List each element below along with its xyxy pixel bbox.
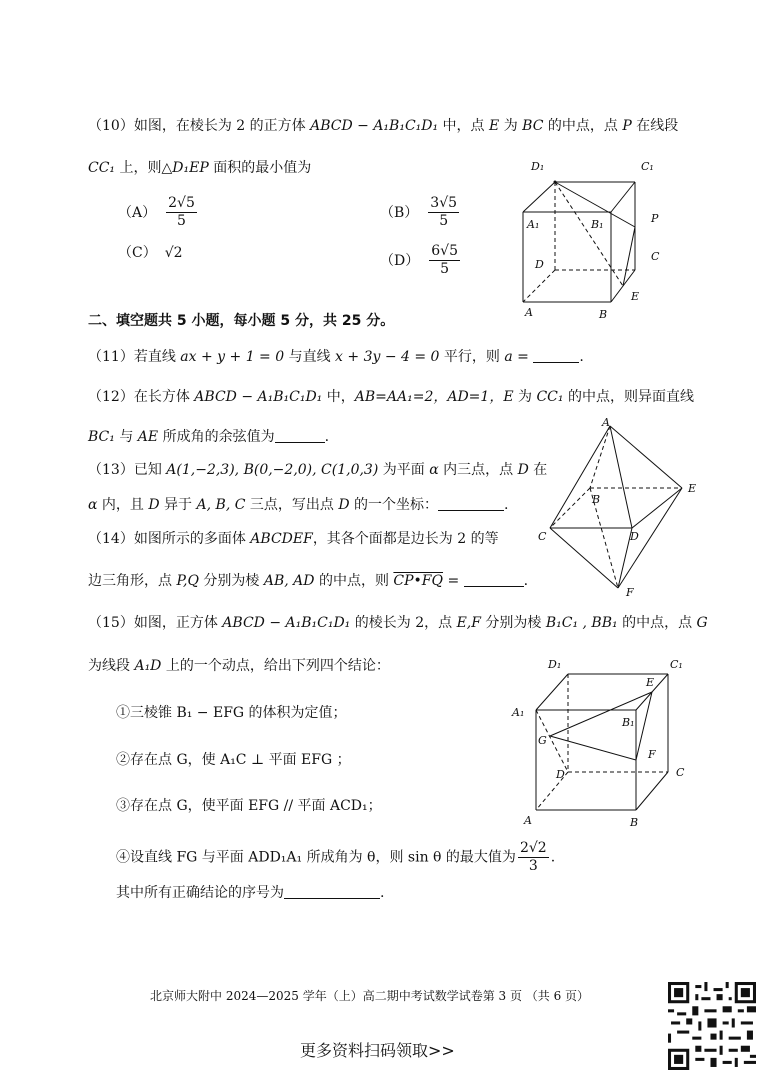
math-var: a — [504, 349, 513, 365]
edge-cf — [550, 528, 618, 588]
option-label: （B） — [380, 204, 419, 221]
text: 中，点 — [438, 118, 490, 134]
label-c1: C₁ — [670, 658, 683, 671]
label-a1: A₁ — [527, 218, 540, 231]
math-var: α — [429, 462, 439, 478]
text: 在线段 — [631, 118, 679, 134]
math-eq: ax + y + 1 = 0 — [180, 349, 285, 365]
text: 的一个坐标： — [349, 497, 439, 513]
text: 与直线 — [284, 349, 336, 365]
frac-num: 2√2 — [519, 840, 547, 856]
q15-cube-figure — [508, 652, 698, 832]
math-seg: CC₁ — [88, 160, 116, 176]
text: 平行，则 — [439, 349, 505, 365]
label-d: D — [630, 530, 639, 543]
q12-line1 — [88, 387, 694, 407]
frac-den: 5 — [440, 261, 450, 277]
text: ，其各个面都是边长为 2 的等 — [312, 531, 499, 547]
math-var: P,Q — [176, 573, 199, 589]
text: 边三角形，点 — [88, 573, 177, 589]
edge-ef — [618, 488, 682, 588]
text: 与 — [114, 429, 138, 445]
text: 如图，正方体 — [133, 615, 223, 631]
edge-de — [632, 488, 682, 528]
edge — [536, 674, 568, 710]
question-number: （10） — [88, 118, 134, 134]
math-eq: x + 3y − 4 = 0 — [335, 349, 440, 365]
fraction — [429, 243, 460, 278]
text: 在 — [528, 462, 548, 478]
q14-line1 — [88, 529, 499, 549]
text: . — [550, 849, 556, 866]
label-d: D — [556, 768, 565, 781]
text: 如图，在棱长为 2 的正方体 — [133, 118, 311, 134]
text: = — [512, 349, 534, 365]
q10-option-b — [380, 195, 461, 230]
text: ④设直线 FG 与平面 ADD₁A₁ 所成角为 θ，则 sin θ 的最大值为 — [116, 849, 516, 866]
q10-line2 — [88, 158, 311, 178]
math-var: P — [622, 118, 632, 134]
answer-blank[interactable] — [533, 348, 579, 363]
q14-octahedron-figure — [530, 416, 715, 598]
q15-conclusion-2: ②存在点 G，使 A₁C ⊥ 平面 EFG ； — [116, 752, 351, 768]
text: 的中点，则 — [314, 573, 394, 589]
math-var: A, B, C — [196, 497, 246, 513]
q10-option-d — [380, 243, 462, 278]
option-label: （D） — [380, 252, 420, 269]
q15-conclusion-4 — [116, 840, 555, 875]
text: 在长方体 — [133, 389, 195, 405]
frac-den: 5 — [439, 213, 449, 229]
point — [554, 181, 557, 184]
frac-num: 3√5 — [430, 195, 458, 211]
q15-conclusion-1: ①三棱锥 B₁ − EFG 的体积为定值； — [116, 705, 347, 721]
q11-line — [88, 347, 584, 367]
math-vector-expr: CP•FQ — [393, 573, 444, 589]
fraction — [166, 195, 197, 230]
text: 分别为棱 — [480, 615, 546, 631]
label-a: A — [602, 416, 610, 429]
text: 面积的最小值为 — [208, 160, 312, 176]
more-resources-link[interactable]: 更多资料扫码领取>> — [300, 1041, 455, 1060]
text: 的中点，点 — [617, 615, 697, 631]
text: . — [523, 573, 529, 589]
math-var: E — [489, 118, 500, 134]
math-cube: ABCD − A₁B₁C₁D₁ — [222, 615, 351, 631]
frac-den: 5 — [177, 213, 186, 229]
answer-blank[interactable] — [284, 884, 380, 899]
edge — [636, 772, 668, 810]
label-b1: B₁ — [591, 218, 604, 231]
text: 异于 — [159, 497, 197, 513]
page-footer: 北京师大附中 2024—2025 学年（上）高二期中考试数学试卷第 3 页 （共 6 页） — [150, 989, 590, 1003]
question-number: （14） — [88, 531, 134, 547]
option-label: （C） — [118, 245, 157, 261]
line-pe — [623, 227, 635, 286]
text: 其中所有正确结论的序号为 — [116, 885, 284, 901]
math-cond: AB=AA₁=2，AD=1，E — [354, 389, 514, 405]
label-g: G — [538, 734, 547, 747]
label-c: C — [651, 250, 660, 263]
hidden-edge — [523, 270, 555, 302]
math-seg: AE — [137, 429, 159, 445]
text: 上的一个动点，给出下列四个结论： — [161, 658, 390, 674]
text: 上，则△ — [115, 160, 173, 176]
frac-den: 3 — [528, 858, 538, 874]
label-f: F — [648, 748, 656, 761]
text: = — [443, 573, 464, 589]
math-seg: BC — [522, 118, 544, 134]
text: 的棱长为 2，点 — [350, 615, 457, 631]
answer-blank[interactable] — [275, 428, 325, 443]
q13-line2 — [88, 495, 508, 515]
math-seg: BC₁ — [88, 429, 115, 445]
option-label: （A） — [118, 204, 157, 221]
frac-num: 6√5 — [431, 243, 458, 259]
segment-gf — [550, 736, 636, 760]
question-number: （15） — [88, 615, 134, 631]
label-d1: D₁ — [548, 658, 562, 671]
math-var: D — [148, 497, 160, 513]
q10-line1 — [88, 116, 678, 136]
math-tri: D₁EP — [172, 160, 209, 176]
text: 中， — [322, 389, 355, 405]
label-c1: C₁ — [641, 160, 654, 173]
edge-ad — [610, 426, 632, 528]
q15-line1 — [88, 613, 708, 633]
text: . — [579, 349, 584, 365]
label-d1: D₁ — [531, 160, 545, 173]
text: . — [324, 429, 330, 445]
option-value: √2 — [164, 245, 183, 261]
text: . — [380, 885, 385, 901]
q15-ask — [116, 883, 384, 903]
text: 内三点，点 — [438, 462, 518, 478]
label-f: F — [626, 586, 634, 598]
q12-line2 — [88, 427, 329, 447]
math-var: D — [338, 497, 350, 513]
math-var: E,F — [456, 615, 481, 631]
math-cube: ABCD − A₁B₁C₁D₁ — [194, 389, 323, 405]
label-e: E — [646, 676, 655, 689]
text: . — [504, 497, 509, 513]
question-number: （12） — [88, 389, 134, 405]
label-e: E — [688, 482, 697, 495]
math-var: α — [88, 497, 98, 513]
label-a: A — [525, 306, 533, 319]
label-d: D — [535, 258, 544, 271]
q10-cube-figure — [515, 152, 675, 322]
text: 内，且 — [97, 497, 149, 513]
fraction — [518, 840, 549, 875]
math-cube: ABCD − A₁B₁C₁D₁ — [310, 118, 439, 134]
label-c: C — [538, 530, 547, 543]
edge-ac — [550, 426, 610, 528]
label-b: B — [630, 816, 639, 829]
fraction — [428, 195, 459, 230]
q14-line2 — [88, 571, 528, 591]
segment-ge — [550, 692, 652, 736]
text: 如图所示的多面体 — [133, 531, 251, 547]
label-e: E — [631, 290, 640, 303]
text: 的中点，点 — [543, 118, 623, 134]
text: 若直线 — [133, 349, 181, 365]
text: 为 — [499, 118, 523, 134]
math-solid: ABCDEF — [250, 531, 313, 547]
edge-ae — [610, 426, 682, 488]
q13-line1 — [88, 460, 547, 480]
section-title: 二、填空题共 5 小题，每小题 5 分，共 25 分。 — [88, 313, 395, 329]
text: 为 — [513, 389, 537, 405]
label-a1: A₁ — [512, 706, 525, 719]
math-points: A(1,−2,3), B(0,−2,0), C(1,0,3) — [166, 462, 379, 478]
label-b: B — [592, 493, 601, 506]
text: 所成角的余弦值为 — [158, 429, 275, 445]
label-c: C — [676, 766, 685, 779]
question-number: （13） — [88, 462, 134, 478]
label-p: P — [651, 212, 659, 225]
math-seg: AB, AD — [263, 573, 315, 589]
question-number: （11） — [88, 349, 134, 365]
text: 为平面 — [378, 462, 430, 478]
label-b: B — [599, 308, 608, 321]
math-seg: A₁D — [134, 658, 162, 674]
q15-conclusion-3: ③存在点 G，使平面 EFG // 平面 ACD₁； — [116, 798, 382, 814]
math-var: D — [517, 462, 529, 478]
frac-num: 2√5 — [168, 195, 195, 211]
label-a: A — [524, 814, 532, 827]
text: 已知 — [133, 462, 167, 478]
answer-blank[interactable] — [464, 572, 524, 587]
text: 的中点，则异面直线 — [563, 389, 694, 405]
label-b1: B₁ — [622, 716, 635, 729]
text: 为线段 — [88, 658, 135, 674]
answer-blank[interactable] — [438, 496, 504, 511]
edge — [611, 182, 635, 212]
q10-option-a — [118, 195, 199, 230]
edge — [523, 182, 555, 212]
q10-option-c — [118, 243, 183, 263]
q15-line2 — [88, 656, 390, 676]
math-var: G — [696, 615, 708, 631]
text: 分别为棱 — [198, 573, 264, 589]
math-seg: CC₁ — [536, 389, 564, 405]
math-seg: B₁C₁ , BB₁ — [545, 615, 618, 631]
hidden-edge-ab — [590, 426, 610, 488]
text: 三点，写出点 — [245, 497, 339, 513]
qr-code-icon[interactable] — [668, 982, 756, 1070]
